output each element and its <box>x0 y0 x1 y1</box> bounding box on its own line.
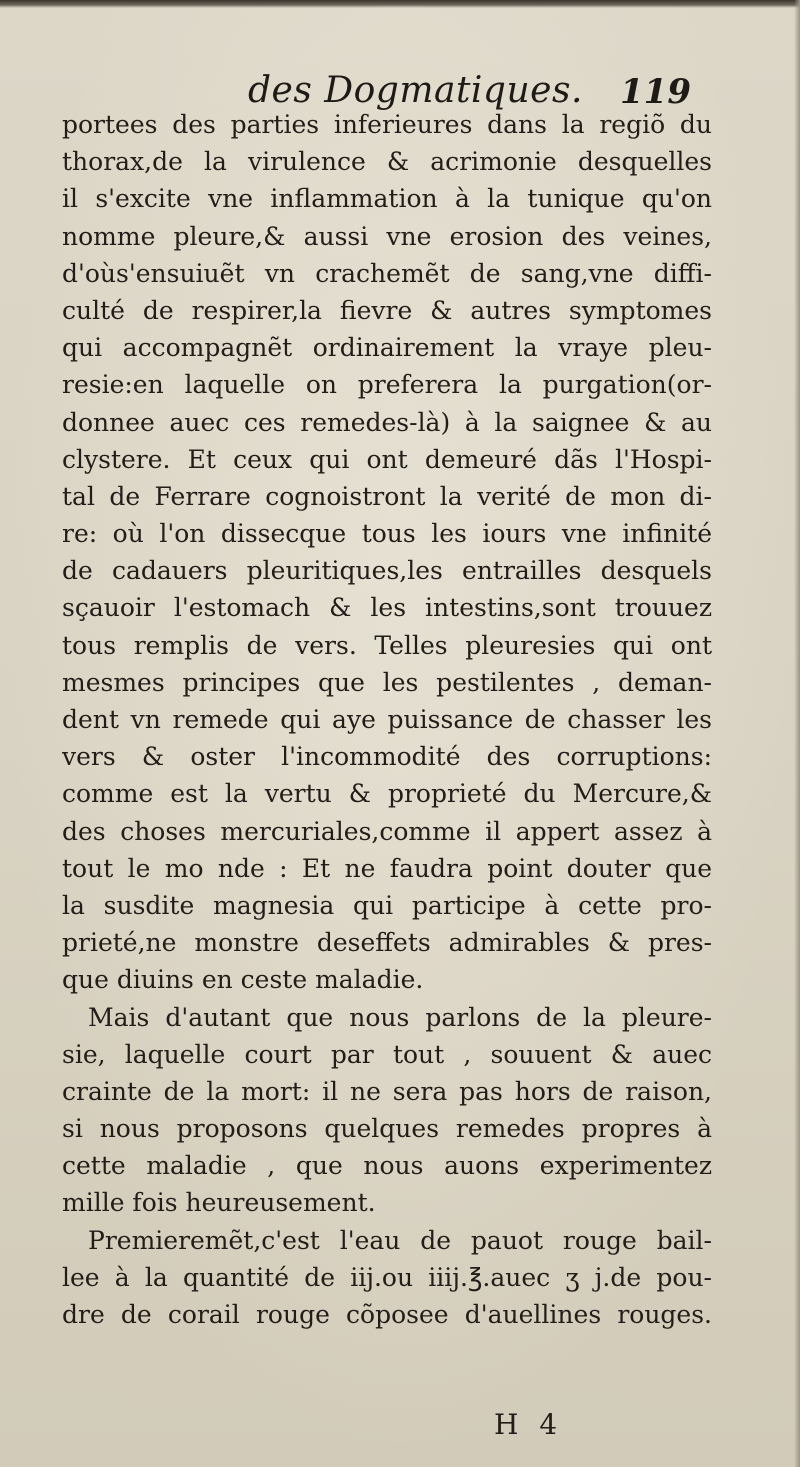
text-line: culté de respirer,la fievre & autres symptomes <box>62 295 712 325</box>
text-line: tal de Ferrare cognoistront la verité de mon di- <box>62 481 712 511</box>
text-line: sçauoir l'estomach & les intestins,sont trouuez <box>62 593 712 623</box>
text-line: dent vn remede qui aye puissance de chasser les <box>62 705 712 734</box>
text-line: mesmes principes que les pestilentes , deman- <box>62 667 712 697</box>
text-line: la susdite magnesia qui participe à cette pro- <box>62 890 712 920</box>
text-line: si nous proposons quelques remedes propres à <box>62 1114 712 1144</box>
text-line: resie:en laquelle on preferera la purgation(or- <box>62 370 712 400</box>
text-line: portees des parties inferieures dans la regiõ du <box>62 110 712 139</box>
text-line: sie, laquelle court par tout , souuent & auec <box>62 1039 712 1069</box>
page-top-edge <box>0 0 800 8</box>
text-line: vers & oster l'incommodité des corruptions: <box>62 742 712 772</box>
text-line: nomme pleure,& aussi vne erosion des veines, <box>62 221 712 251</box>
text-line: donnee auec ces remedes-là) à la saignee & au <box>62 407 712 437</box>
text-line: que diuins en ceste maladie. <box>62 965 424 995</box>
text-line: Mais d'autant que nous parlons de la pleure- <box>88 1002 712 1032</box>
text-line: qui accompagnẽt ordinairement la vraye pleu- <box>62 333 712 363</box>
text-line: re: où l'on dissecque tous les iours vne infinité <box>62 519 712 549</box>
text-line: il s'excite vne inflammation à la tunique qu'on <box>62 184 712 214</box>
signature-mark: H 4 <box>494 1408 564 1441</box>
running-head: des Dogmatiques. <box>248 70 583 111</box>
text-line: cette maladie , que nous auons experimentez <box>62 1151 712 1181</box>
text-line: lee à la quantité de iij.ou iiij.℥.auec ʒ j.de pou- <box>62 1262 712 1292</box>
text-line: tous remplis de vers. Telles pleuresies qui ont <box>62 630 712 660</box>
text-line: de cadauers pleuritiques,les entrailles desquels <box>62 556 712 586</box>
text-line: tout le mo nde : Et ne faudra point douter que <box>62 853 712 883</box>
text-line: crainte de la mort: il ne sera pas hors de raison, <box>62 1076 712 1106</box>
text-line: Premieremẽt,c'est l'eau de pauot rouge bail- <box>88 1225 712 1255</box>
text-line: thorax,de la virulence & acrimonie desquelles <box>62 147 712 177</box>
text-line: comme est la vertu & proprieté du Mercure,& <box>62 779 712 809</box>
text-line: mille fois heureusement. <box>62 1188 376 1218</box>
page-number: 119 <box>620 72 691 112</box>
text-line: dre de corail rouge cõposee d'auellines rouges. <box>62 1300 712 1329</box>
text-line: prieté,ne monstre deseffets admirables & pres- <box>62 928 712 958</box>
text-line: clystere. Et ceux qui ont demeuré dãs l'Hospi- <box>62 444 712 474</box>
text-line: d'oùs'ensuiuẽt vn crachemẽt de sang,vne diffi- <box>62 258 712 288</box>
body-text <box>62 106 712 1333</box>
text-line: des choses mercuriales,comme il appert assez à <box>62 816 712 846</box>
page-right-edge <box>794 0 800 1467</box>
